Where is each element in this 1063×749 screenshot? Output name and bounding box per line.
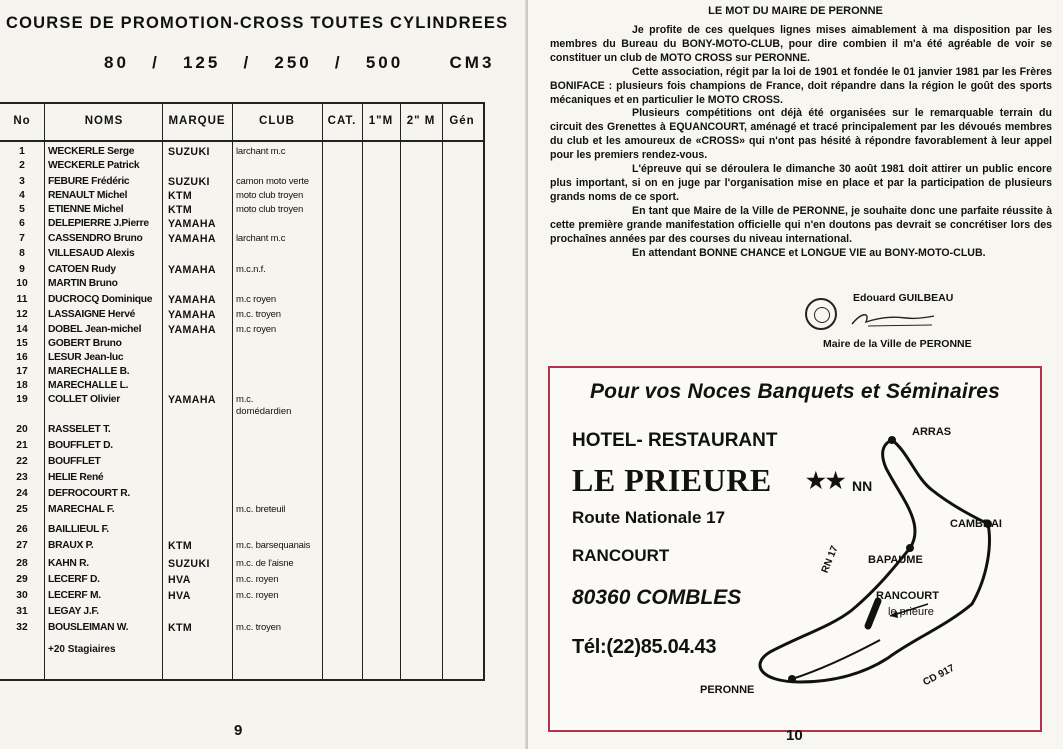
rider-make: YAMAHA <box>168 264 216 276</box>
table-row <box>0 146 483 160</box>
table-row <box>0 352 483 366</box>
rider-number: 25 <box>16 504 28 515</box>
rider-number: 17 <box>16 366 28 377</box>
rider-name: LEGAY J.F. <box>48 606 99 617</box>
letter-paragraph: L'épreuve qui se déroulera le dimanche 30 août 1981 doit attirer un public encore plus important, si on en juge par l'organisation mise en place et par la participation de plusieurs grands noms de ce sport. <box>550 163 1052 203</box>
map-label-cd917: CD 917 <box>921 662 957 689</box>
rider-number: 12 <box>16 309 28 320</box>
rider-name: ETIENNE Michel <box>48 204 124 215</box>
rider-club: moto club troyen <box>236 190 304 201</box>
table-row <box>0 472 483 486</box>
rider-make: HVA <box>168 574 191 586</box>
table-row <box>0 248 483 262</box>
map-label-prieure: le prieure <box>888 606 934 618</box>
map-label-rn17: RN 17 <box>819 544 841 575</box>
rider-name: MARECHALLE L. <box>48 380 129 391</box>
rider-name: VILLESAUD Alexis <box>48 248 135 259</box>
col-names: NOMS <box>84 115 124 127</box>
rider-name: WECKERLE Patrick <box>48 160 140 171</box>
rider-name: COLLET Olivier <box>48 394 120 405</box>
rider-name: FEBURE Frédéric <box>48 176 130 187</box>
table-row <box>0 558 483 572</box>
rider-make: YAMAHA <box>168 324 216 336</box>
rider-name: DEFROCOURT R. <box>48 488 130 499</box>
col-club: CLUB <box>259 115 295 127</box>
star-rating-suffix: NN <box>852 478 873 494</box>
rider-name: LESUR Jean-luc <box>48 352 124 363</box>
table-row <box>0 190 483 204</box>
rider-club-line-2: domédardien <box>236 406 292 417</box>
map-label-peronne: PERONNE <box>700 684 755 696</box>
table-row <box>0 394 483 422</box>
rider-number: 3 <box>19 176 25 187</box>
table-row <box>0 324 483 338</box>
table-row <box>0 424 483 438</box>
rider-name: LECERF D. <box>48 574 100 585</box>
rider-make: KTM <box>168 204 193 216</box>
table-row <box>0 294 483 308</box>
map-prieure-marker <box>868 601 878 626</box>
rider-number: 19 <box>16 394 28 405</box>
hotel-advertisement <box>548 366 1042 732</box>
rider-number: 24 <box>16 488 28 499</box>
race-title: COURSE DE PROMOTION-CROSS TOUTES CYLINDREES <box>6 14 509 32</box>
col-second-heat: 2ʺ M <box>406 115 436 127</box>
rider-number: 27 <box>16 540 28 551</box>
table-row <box>0 176 483 190</box>
rider-club: m.c.n.f. <box>236 264 266 275</box>
rider-number: 22 <box>16 456 28 467</box>
rider-number: 28 <box>16 558 28 569</box>
table-header <box>0 104 483 142</box>
rider-club: m.c. de l'aisne <box>236 558 294 569</box>
rider-number: 9 <box>19 264 25 275</box>
table-row <box>0 366 483 380</box>
trainees-note: +20 Stagiaires <box>48 644 116 655</box>
rider-name: DELEPIERRE J.Pierre <box>48 218 149 229</box>
table-row <box>0 524 483 538</box>
table-row <box>0 574 483 588</box>
col-no: No <box>13 115 31 127</box>
table-row <box>0 204 483 218</box>
col-make: MARQUE <box>168 115 226 127</box>
rider-name: DUCROCQ Dominique <box>48 294 153 305</box>
rider-name: BOUFFLET <box>48 456 101 467</box>
signatory-name: Edouard GUILBEAU <box>853 292 954 304</box>
rider-number: 26 <box>16 524 28 535</box>
rider-name: BOUSLEIMAN W. <box>48 622 129 633</box>
table-row <box>0 264 483 278</box>
rider-club: m.c. royen <box>236 574 279 585</box>
rider-number: 16 <box>16 352 28 363</box>
rider-club: m.c. breteuil <box>236 504 286 515</box>
rider-name: GOBERT Bruno <box>48 338 122 349</box>
rider-name: DOBEL Jean-michel <box>48 324 142 335</box>
rider-name: BRAUX P. <box>48 540 94 551</box>
table-row <box>0 233 483 247</box>
rider-name: CASSENDRO Bruno <box>48 233 143 244</box>
rider-number: 10 <box>16 278 28 289</box>
rider-club: m.c. troyen <box>236 622 281 633</box>
rider-club: m.c. <box>236 394 254 405</box>
rider-number: 4 <box>19 190 25 201</box>
mayor-letter-body <box>550 24 1052 260</box>
col-cat: CAT. <box>327 115 357 127</box>
left-page <box>0 0 528 749</box>
rider-make: KTM <box>168 622 193 634</box>
rider-name: LASSAIGNE Hervé <box>48 309 136 320</box>
rider-number: 1 <box>19 146 25 157</box>
rider-make: SUZUKI <box>168 146 210 158</box>
rider-make: SUZUKI <box>168 558 210 570</box>
rider-make: YAMAHA <box>168 218 216 230</box>
right-page <box>528 0 1063 749</box>
rider-number: 14 <box>16 324 28 335</box>
rider-number: 18 <box>16 380 28 391</box>
rider-make: HVA <box>168 590 191 602</box>
rider-make: SUZUKI <box>168 176 210 188</box>
rider-name: WECKERLE Serge <box>48 146 135 157</box>
rider-number: 20 <box>16 424 28 435</box>
rider-make: KTM <box>168 190 193 202</box>
rider-number: 11 <box>16 294 28 305</box>
signatory-title: Maire de la Ville de PERONNE <box>823 338 972 350</box>
table-row <box>0 380 483 394</box>
rider-number: 32 <box>16 622 28 633</box>
table-row <box>0 440 483 454</box>
table-row <box>0 309 483 323</box>
rider-name: RASSELET T. <box>48 424 111 435</box>
rider-club: moto club troyen <box>236 204 304 215</box>
table-row <box>0 218 483 232</box>
table-row <box>0 590 483 604</box>
star-rating: ★★ <box>806 468 846 493</box>
rider-make: YAMAHA <box>168 309 216 321</box>
rider-name: MARTIN Bruno <box>48 278 118 289</box>
rider-club: m.c royen <box>236 294 276 305</box>
table-row <box>0 606 483 620</box>
town-dot-arras <box>888 436 896 444</box>
rider-number: 6 <box>19 218 25 229</box>
rider-number: 2 <box>19 160 25 171</box>
rider-number: 21 <box>16 440 28 451</box>
table-row <box>0 456 483 470</box>
handwritten-signature <box>848 308 938 332</box>
rider-name: KAHN R. <box>48 558 89 569</box>
rider-club: m.c royen <box>236 324 276 335</box>
rider-make: YAMAHA <box>168 233 216 245</box>
rider-club: larchant m.c <box>236 146 286 157</box>
page-number: 10 <box>786 727 803 744</box>
ad-postcode: 80360 COMBLES <box>572 586 742 609</box>
rider-club: larchant m.c <box>236 233 286 244</box>
rider-name: MARECHAL F. <box>48 504 115 515</box>
page-number: 9 <box>234 722 243 739</box>
map-label-rancourt: RANCOURT <box>876 590 939 602</box>
rider-number: 5 <box>19 204 25 215</box>
letter-paragraph: Plusieurs compétitions ont déjà été organisées sur le remarquable terrain du circuit des Grenettes à EQUANCOURT, aménagé et tracé principalement par les dévoués membres du club et les amoureux de «CROSS» qui n'ont pas hésité à répondre favorablement à leur appel pour les premiers rendez-vous. <box>550 107 1052 162</box>
rider-number: 7 <box>19 233 25 244</box>
mayor-letter-title: LE MOT DU MAIRE DE PERONNE <box>708 5 883 17</box>
rider-number: 30 <box>16 590 28 601</box>
rider-club: m.c. barsequanais <box>236 540 311 551</box>
table-row <box>0 488 483 502</box>
rider-number: 31 <box>16 606 28 617</box>
route-map <box>740 426 1030 716</box>
rider-number: 23 <box>16 472 28 483</box>
table-row <box>0 540 483 554</box>
table-row <box>0 622 483 636</box>
rider-name: RENAULT Michel <box>48 190 128 201</box>
rider-club: m.c. royen <box>236 590 279 601</box>
displacement-classes: 80 / 125 / 250 / 500 CM3 <box>104 53 495 72</box>
town-seal-stamp <box>805 298 837 330</box>
rider-name: BOUFFLET D. <box>48 440 113 451</box>
map-label-arras: ARRAS <box>912 426 952 438</box>
rider-make: YAMAHA <box>168 294 216 306</box>
letter-paragraph: En attendant BONNE CHANCE et LONGUE VIE au BONY-MOTO-CLUB. <box>632 246 986 259</box>
rider-club: m.c. troyen <box>236 309 281 320</box>
ad-road: Route Nationale 17 <box>572 508 726 527</box>
col-first-heat: 1ʺM <box>368 115 394 127</box>
table-row <box>0 160 483 174</box>
rider-name: CATOEN Rudy <box>48 264 116 275</box>
col-general: Gén <box>449 115 475 127</box>
rider-make: YAMAHA <box>168 394 216 406</box>
rider-number: 29 <box>16 574 28 585</box>
rider-number: 8 <box>19 248 25 259</box>
letter-paragraph: En tant que Maire de la Ville de PERONNE, je souhaite donc une parfaite réussite à cette première grande manifestation officielle qui n'en doutons pas devrait se concrétiser lors des prochaînes années par des courses du niveau international. <box>550 204 1052 245</box>
table-row <box>0 338 483 352</box>
town-dot-bapaume <box>906 544 914 552</box>
map-label-bapaume: BAPAUME <box>868 554 923 566</box>
entry-list-table <box>0 102 485 681</box>
town-dot-peronne <box>788 675 796 683</box>
ad-hotel-name: LE PRIEURE <box>572 462 772 498</box>
ad-hotel-label: HOTEL- RESTAURANT <box>572 430 778 451</box>
rider-name: HELIE René <box>48 472 104 483</box>
map-road-cd917 <box>792 640 880 679</box>
rider-name: LECERF M. <box>48 590 101 601</box>
letter-paragraph: Cette association, régit par la loi de 1901 et fondée le 01 janvier 1981 par les Frères BONIFACE : plusieurs fois champions de France, doit répandre dans la région le goût des sports mécaniques et en particulier le MOTO CROSS. <box>550 65 1052 106</box>
rider-name: MARECHALLE B. <box>48 366 130 377</box>
ad-headline: Pour vos Noces Banquets et Séminaires <box>589 380 1001 403</box>
letter-paragraph: Je profite de ces quelques lignes mises aimablement à ma disposition par les membres du Bureau du BONY-MOTO-CLUB, pour dire combien il m'a été agréable de voir se constituer un club de MOTO CROSS sur PERONNE. <box>550 24 1052 64</box>
rider-make: KTM <box>168 540 193 552</box>
rider-club: camon moto verte <box>236 176 309 187</box>
ad-town: RANCOURT <box>572 546 670 565</box>
table-row <box>0 278 483 292</box>
map-label-cambrai: CAMBRAI <box>950 518 1002 530</box>
table-row <box>0 504 483 518</box>
ad-phone: Tél:(22)85.04.43 <box>572 636 717 658</box>
rider-number: 15 <box>16 338 28 349</box>
rider-name: BAILLIEUL F. <box>48 524 109 535</box>
